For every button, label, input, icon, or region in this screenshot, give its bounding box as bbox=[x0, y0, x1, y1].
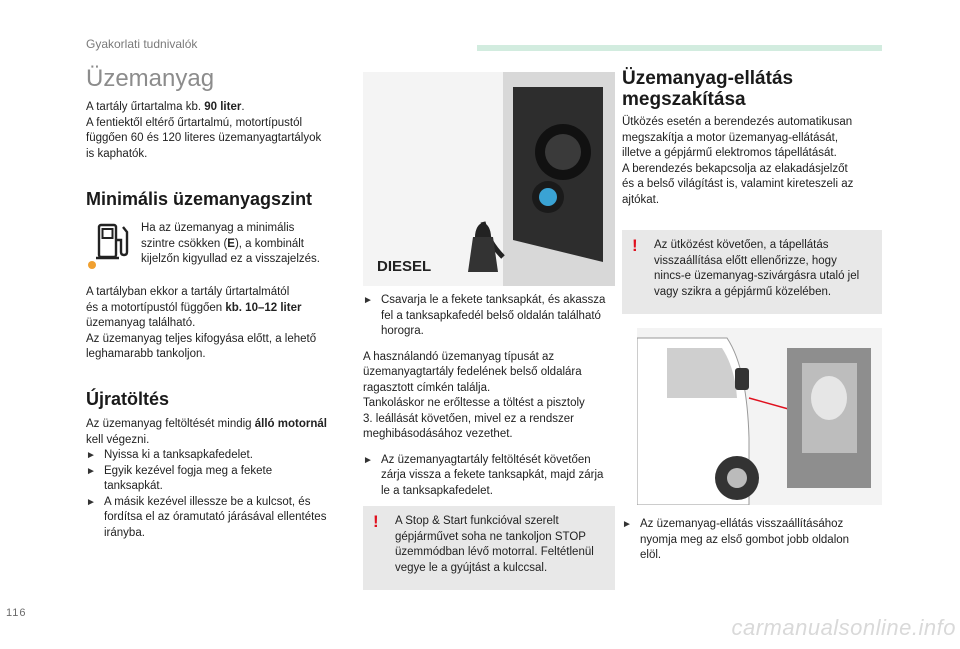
min-level-heading: Minimális üzemanyagszint bbox=[86, 189, 313, 209]
intro-text: A tartály űrtartalma kb. 90 liter. A fentiektől eltérő űrtartalmú, motortípustól függően 60 és 120 literes üzemanyagtartályok is kaphatók. bbox=[86, 101, 322, 160]
refuel-step: ► Egyik kezével fogja meg a fekete tanksapkát. bbox=[86, 464, 273, 492]
warning-lamp-dot bbox=[88, 261, 96, 269]
warning-mark-icon: ! bbox=[373, 512, 379, 531]
refuel-heading: Újratöltés bbox=[86, 389, 170, 409]
reset-step: ► Az üzemanyag-ellátás visszaállításához nyomja meg az első gombot jobb oldalon elöl. bbox=[622, 518, 850, 561]
watermark: carmanualsonline.info bbox=[731, 615, 956, 640]
col2-text: ► Csavarja le a fekete tanksapkát, és akassza fel a tanksapkafedél belső oldalán található horogra. A használandó üzemanyag típusát az üzemanyagtartály fedelének belső oldalára ragasztott címkén találja. Tankoláskor ne erőltesse a töltést a pisztoly 3. leállását követően, mivel ez a rendszer meghibásodásához vezethet. ► Az üzemanyagtartály feltöltését követően zárja vissza a fekete tanksapkát, majd zárja le a tanksapkafedelet. bbox=[363, 293, 615, 499]
leak-check-warning: ! Az ütközést követően, a tápellátás visszaállítása előtt ellenőrizze, hogy nincs-e üzemanyag-szivárgásra utaló jel vagy szikra a gépjármű közelében. bbox=[622, 230, 882, 314]
stop-start-warning: ! A Stop & Start funkcióval szerelt gépjárművet soha ne tankoljon STOP üzemmódban lévő motorral. Feltétlenül vegye le a gyújtást a kulccsal. bbox=[363, 506, 615, 590]
refuel-step: ► Az üzemanyagtartály feltöltését követően zárja vissza a fekete tanksapkát, majd zárja le a tanksapkafedelet. bbox=[363, 453, 604, 497]
header-accent-bar bbox=[477, 45, 882, 51]
page-number: 116 bbox=[6, 607, 27, 619]
reserve-text: A tartályban ekkor a tartály űrtartalmától és a motortípustól függően kb. 10–12 liter üzemanyag található. Az üzemanyag teljes kifogyása előtt, a lehető leghamarabb tankoljon. bbox=[86, 286, 317, 360]
diesel-label: DIESEL bbox=[377, 258, 432, 275]
refuel-step: ► Csavarja le a fekete tanksapkát, és akassza fel a tanksapkafedél belső oldalán található horogra. bbox=[363, 294, 606, 337]
cutoff-text: Ütközés esetén a berendezés automatikusan megszakítja a motor üzemanyag-ellátását, illetve a gépjármű elektromos tápellátását. A berendezés bekapcsolja az elakadásjelzőt és a belső világítást is, valamint kireteszeli az ajtókat. bbox=[622, 116, 854, 206]
page-title: Üzemanyag bbox=[86, 65, 215, 92]
warning-mark-icon: ! bbox=[632, 236, 638, 255]
fuel-pump-icon bbox=[96, 222, 130, 260]
van-reset-photo bbox=[637, 328, 882, 505]
section-label: Gyakorlati tudnivalók bbox=[86, 37, 198, 51]
refuel-text: Az üzemanyag feltöltését mindig álló motornál kell végezni. ► Nyissa ki a tanksapkafedelet. ► Egyik kezével fogja meg a fekete tanksapkát. ► A másik kezével illessze be a kulcsot, és fordítsa el az óramutató járásával ellentétes irányba. bbox=[86, 417, 351, 541]
refuel-step: ► Nyissa ki a tanksapkafedelet. bbox=[86, 449, 253, 461]
cutoff-heading: Üzemanyag-ellátás megszakítása bbox=[622, 68, 794, 110]
fuel-cap-photo bbox=[363, 72, 615, 286]
min-level-text: Ha az üzemanyag a minimális szintre csökken (E), a kombinált kijelzőn kigyullad ez a visszajelzés. bbox=[141, 222, 320, 265]
refuel-step: ► A másik kezével illessze be a kulcsot, és fordítsa el az óramutató járásával ellentétes irányba. bbox=[86, 495, 327, 539]
reset-step-text bbox=[622, 517, 882, 564]
